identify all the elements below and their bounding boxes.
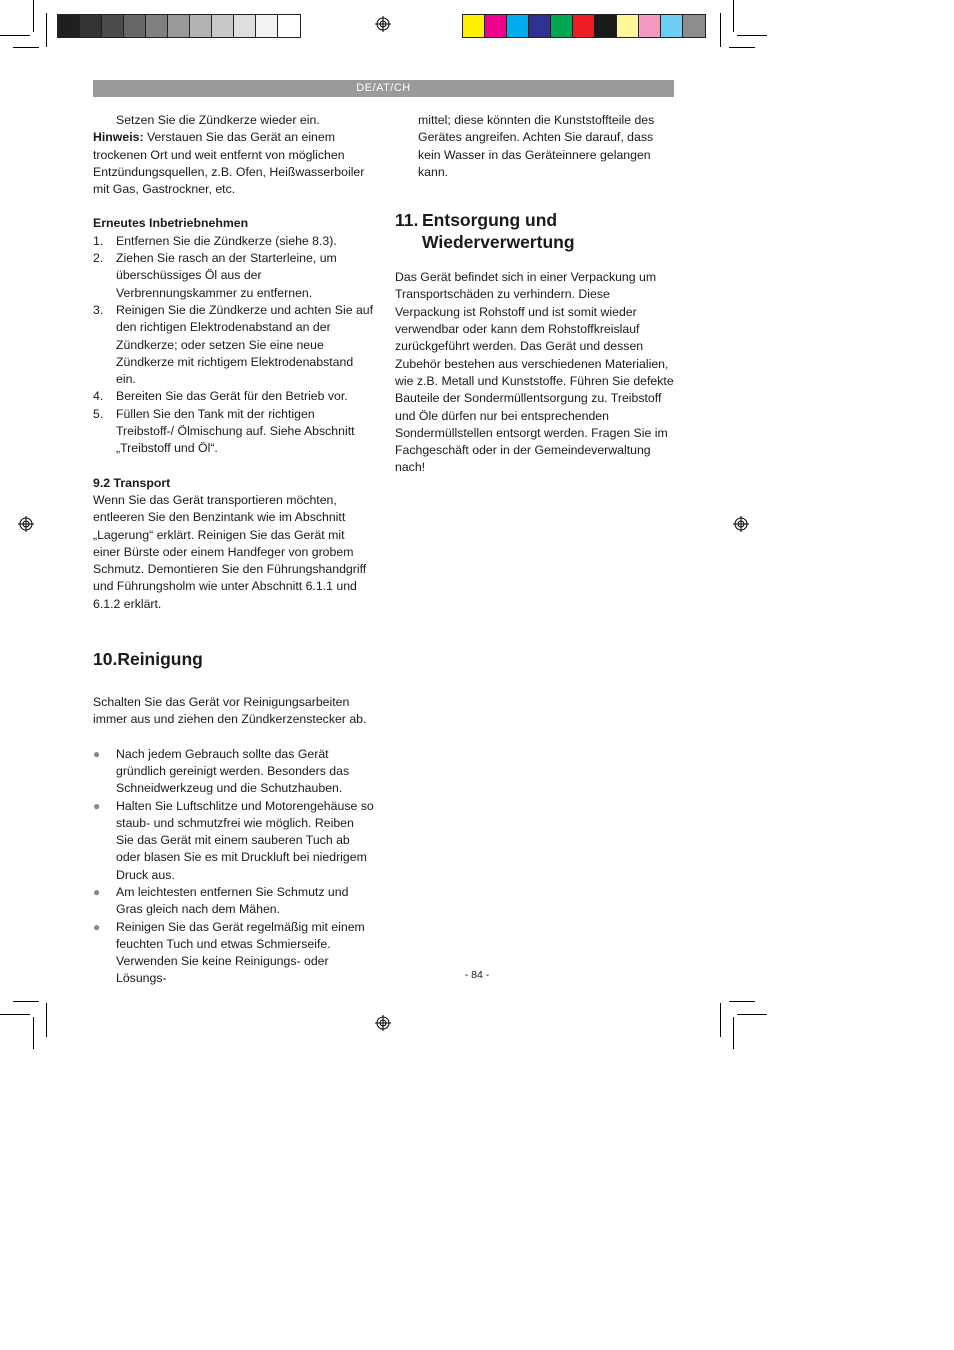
disposal-heading-line-1: Entsorgung und <box>422 210 558 231</box>
bullet-text: Halten Sie Luftschlitze und Motorengehäuse so staub- und schmutzfrei wie möglich. Reiben Sie das Gerät mit einem sauberen Tuch ab oder blasen Sie es mit Druckluft bei niedrigem Druck aus. <box>116 798 374 882</box>
color-swatch <box>661 15 683 37</box>
color-swatch <box>463 15 485 37</box>
bullet-text: Nach jedem Gebrauch sollte das Gerät gründlich gereinigt werden. Besonders das Schneidwerkzeug und die Schutzhauben. <box>116 746 350 796</box>
cleaning-heading: 10.Reinigung <box>93 649 203 670</box>
list-item <box>93 250 375 302</box>
step-text: Entfernen Sie die Zündkerze (siehe 8.3). <box>116 233 337 248</box>
list-item <box>93 302 375 388</box>
registration-mark-icon <box>18 516 34 532</box>
restart-heading: Erneutes Inbetriebnehmen <box>93 216 249 231</box>
cleaning-intro: Schalten Sie das Gerät vor Reinigungsarbeiten immer aus und ziehen den Zündkerzenstecker ab. <box>93 695 367 727</box>
color-swatch <box>507 15 529 37</box>
step-number: 1. <box>93 233 104 248</box>
bullet-icon: ● <box>93 798 101 813</box>
paragraph: Setzen Sie die Zündkerze wieder ein. <box>116 113 320 127</box>
registration-mark-icon <box>375 1015 391 1031</box>
continued-paragraph: mittel; diese könnten die Kunststoffteile des Gerätes angreifen. Achten Sie darauf, dass kein Wasser in das Geräteinnere gelangen kann. <box>418 113 655 179</box>
region-header: DE/AT/CH <box>93 80 674 97</box>
color-swatch <box>256 15 278 37</box>
list-item <box>93 746 375 798</box>
color-swatch <box>190 15 212 37</box>
bullet-icon: ● <box>93 746 101 761</box>
step-text: Ziehen Sie rasch an der Starterleine, um überschüssiges Öl aus der Verbrennungskammer zu entfernen. <box>116 251 337 300</box>
color-swatch <box>80 15 102 37</box>
bullet-icon: ● <box>93 884 101 899</box>
disposal-heading-number: 11. <box>395 210 419 231</box>
step-text: Reinigen Sie die Zündkerze und achten Sie auf den richtigen Elektrodenabstand an der Zündkerze; oder setzen Sie eine neue Zündkerze mit richtigem Elektrodenabstand ein. <box>116 302 374 387</box>
color-swatch <box>278 15 300 37</box>
color-swatch <box>551 15 573 37</box>
step-text: Bereiten Sie das Gerät für den Betrieb vor. <box>116 389 348 404</box>
color-swatch <box>485 15 507 37</box>
restart-steps-list <box>93 233 375 458</box>
step-number: 3. <box>93 302 104 317</box>
hint-paragraph <box>93 129 375 198</box>
registration-mark-icon <box>375 16 391 32</box>
list-item <box>93 406 375 458</box>
color-swatch <box>212 15 234 37</box>
cleaning-bullet-list <box>93 746 375 988</box>
grayscale-color-bar <box>57 14 301 38</box>
disposal-heading <box>395 209 675 253</box>
step-number: 5. <box>93 406 104 421</box>
transport-paragraph: Wenn Sie das Gerät transportieren möchten, entleeren Sie den Benzintank wie im Abschnitt „Lagerung“ erklärt. Reinigen Sie das Gerät mit einer Bürste oder einem Handfeger von grobem Schmutz. Demontieren Sie den Führungshandgriff und Führungsholm wie unter Abschnitt 6.1.1 und 6.1.2 erklärt. <box>93 492 367 611</box>
page-number: - 84 - <box>464 969 490 981</box>
right-column <box>395 112 675 477</box>
color-swatch <box>639 15 661 37</box>
left-column <box>93 112 375 988</box>
bullet-icon: ● <box>93 919 101 934</box>
transport-heading: 9.2 Transport <box>93 475 171 490</box>
color-swatch <box>617 15 639 37</box>
disposal-heading-line-2: Wiederverwertung <box>422 232 575 253</box>
list-item <box>93 884 375 919</box>
step-number: 4. <box>93 389 104 404</box>
color-swatch <box>683 15 705 37</box>
step-text: Füllen Sie den Tank mit der richtigen Treibstoff-/ Ölmischung auf. Siehe Abschnitt „Treibstoff und Öl“. <box>116 406 355 456</box>
color-swatch <box>573 15 595 37</box>
disposal-paragraph: Das Gerät befindet sich in einer Verpackung um Transportschäden zu verhindern. Diese Verpackung ist Rohstoff und ist somit wieder verwendbar oder kann dem Rohstoffkreislauf zurückgeführt werden. Das Gerät und dessen Zubehör bestehen aus verschiedenen Materialien, wie z.B. Metall und Kunststoffe. Führen Sie defekte Bauteile der Sondermüllentsorgung zu. Treibstoff und Öle dürfen nur bei entsprechenden Sondermüllstellen entsorgt werden. Fragen Sie im Fachgeschäft oder in der Gemeindeverwaltung nach! <box>395 270 674 475</box>
step-number: 2. <box>93 251 104 266</box>
list-item <box>93 233 375 250</box>
process-color-bar <box>462 14 706 38</box>
color-swatch <box>234 15 256 37</box>
color-swatch <box>595 15 617 37</box>
color-swatch <box>168 15 190 37</box>
color-swatch <box>124 15 146 37</box>
hint-text: Verstauen Sie das Gerät an einem trockenen Ort und weit entfernt von möglichen Entzündungsquellen, z.B. Ofen, Heißwasserboiler mit Gas, Gastrockner, etc. <box>93 130 365 197</box>
bullet-text: Am leichtesten entfernen Sie Schmutz und Gras gleich nach dem Mähen. <box>116 884 349 917</box>
hint-label: Hinweis: <box>93 130 144 145</box>
list-item <box>93 388 375 405</box>
color-swatch <box>102 15 124 37</box>
color-swatch <box>529 15 551 37</box>
color-swatch <box>146 15 168 37</box>
color-swatch <box>58 15 80 37</box>
list-item <box>93 798 375 884</box>
registration-mark-icon <box>733 516 749 532</box>
bullet-text: Reinigen Sie das Gerät regelmäßig mit einem feuchten Tuch und etwas Schmierseife. Verwenden Sie keine Reinigungs- oder Lösungs- <box>116 919 365 986</box>
